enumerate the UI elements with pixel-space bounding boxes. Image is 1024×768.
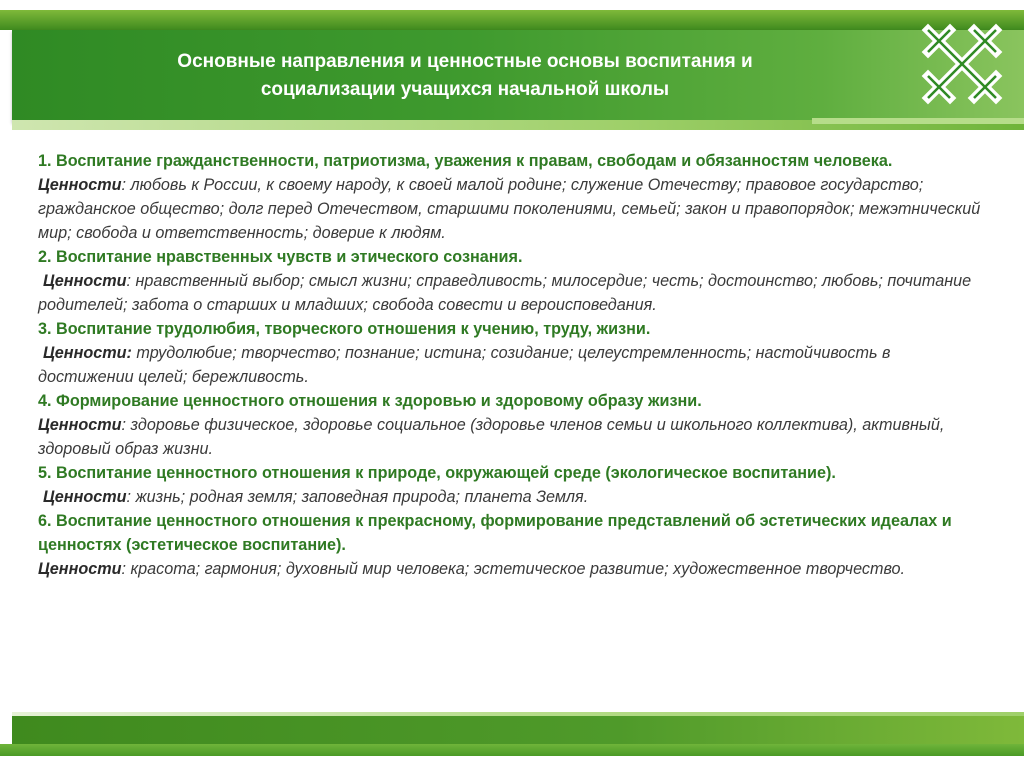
- values-text: : здоровье физическое, здоровье социальное (здоровье членов семьи и школьного коллектива), активный, здоровый образ жизни.: [38, 416, 945, 458]
- section-heading: 5. Воспитание ценностного отношения к природе, окружающей среде (экологическое воспитание).: [38, 464, 836, 482]
- section-heading: 3. Воспитание трудолюбия, творческого отношения к учению, труду, жизни.: [38, 320, 651, 338]
- values-label: Ценности: [38, 176, 122, 194]
- section-heading: 6. Воспитание ценностного отношения к прекрасному, формирование представлений об эстетических идеалах и ценностях (эстетическое воспитание).: [38, 512, 952, 554]
- values-label: Ценности:: [43, 344, 132, 362]
- section-3: [38, 317, 988, 389]
- values-text: : нравственный выбор; смысл жизни; справедливость; милосердие; честь; достоинство; любовь; почитание родителей; забота о старших и младших; свобода совести и вероисповедания.: [38, 272, 972, 314]
- values-label: Ценности: [43, 272, 127, 290]
- section-1: [38, 149, 988, 245]
- footer-band: [12, 716, 1024, 744]
- slide-title-line1: Основные направления и ценностные основы воспитания и: [177, 51, 753, 72]
- section-5: [38, 461, 988, 509]
- values-text: трудолюбие; творчество; познание; истина; созидание; целеустремленность; настойчивость в достижении целей; бережливость.: [38, 344, 891, 386]
- values-label: Ценности: [43, 488, 127, 506]
- values-text: : любовь к России, к своему народу, к своей малой родине; служение Отечеству; правовое государство; гражданское общество; долг перед Отечеством, старшими поколениями, семьей; закон и правопорядок; межэтнический мир; свобода и ответственность; доверие к людям.: [38, 176, 981, 242]
- section-heading: 4. Формирование ценностного отношения к здоровью и здоровому образу жизни.: [38, 392, 702, 410]
- bottom-decorative-stripe: [0, 744, 1024, 756]
- top-decorative-stripe: [0, 10, 1024, 30]
- section-heading: 1. Воспитание гражданственности, патриотизма, уважения к правам, свободам и обязанностям человека.: [38, 152, 893, 170]
- values-text: : красота; гармония; духовный мир человека; эстетическое развитие; художественное творчество.: [121, 560, 906, 578]
- section-6: [38, 509, 988, 581]
- section-heading: 2. Воспитание нравственных чувств и этического сознания.: [38, 248, 523, 266]
- section-4: [38, 389, 988, 461]
- slide-title: [100, 48, 830, 104]
- woven-knot-icon: [920, 22, 1004, 106]
- section-2: [38, 245, 988, 317]
- values-text: : жизнь; родная земля; заповедная природа; планета Земля.: [126, 488, 589, 506]
- slide-title-line2: социализации учащихся начальной школы: [260, 79, 670, 100]
- content-body: [38, 149, 988, 581]
- values-label: Ценности: [38, 416, 122, 434]
- header-underline-accent: [812, 118, 1024, 124]
- values-label: Ценности: [38, 560, 122, 578]
